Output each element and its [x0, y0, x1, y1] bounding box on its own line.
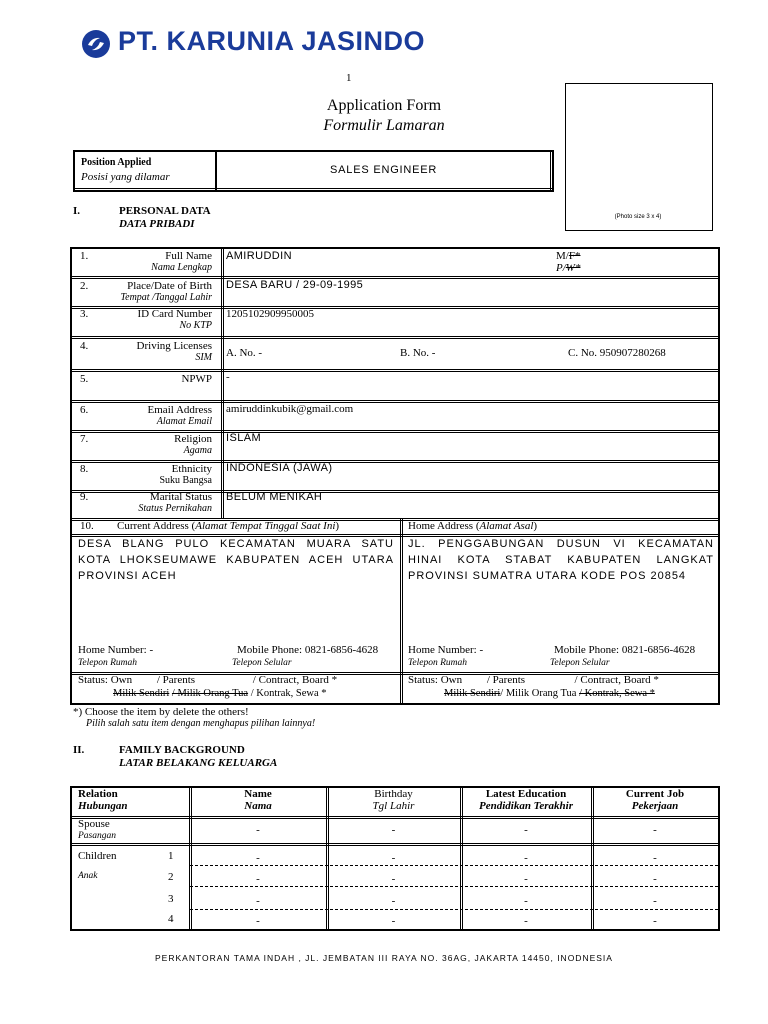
- current-mobile[interactable]: Mobile Phone: 0821-6856-4628: [237, 644, 379, 656]
- npwp-value[interactable]: -: [226, 371, 230, 383]
- position-label: Position Applied: [81, 157, 152, 168]
- spouse-education[interactable]: -: [524, 824, 528, 836]
- section1-title-id: DATA PRIBADI: [119, 218, 195, 230]
- child-4-education[interactable]: -: [524, 915, 528, 927]
- email-value[interactable]: amiruddinkubik@gmail.com: [226, 403, 354, 415]
- license-a[interactable]: A. No. -: [226, 347, 263, 359]
- child-1-job[interactable]: -: [653, 852, 657, 864]
- gender-id: P/W*: [556, 262, 581, 274]
- child-2-education[interactable]: -: [524, 873, 528, 885]
- form-title: Application Form: [326, 97, 442, 114]
- form-title-id: Formulir Lamaran: [323, 117, 445, 134]
- position-box-right: [550, 150, 554, 192]
- spouse-label-id: Pasangan: [78, 831, 116, 841]
- position-divider: [215, 150, 217, 192]
- row6-number: 6.: [80, 404, 89, 416]
- child-1-name[interactable]: -: [256, 852, 260, 864]
- home-home-number[interactable]: Home Number: -: [408, 644, 484, 656]
- child-4-birthday[interactable]: -: [391, 915, 396, 927]
- home-address-value[interactable]: JL. PENGGABUNGAN DUSUN VI KECAMATAN HINAI KOTA STABAT KABUPATEN LANGKAT PROVINSI SUMATRA UTARA KODE POS 20854: [408, 538, 714, 582]
- col-relation: Relation Hubungan: [78, 788, 128, 812]
- row10-number: 10.: [80, 520, 94, 532]
- current-status-id: Milik Sendiri / Milik Orang Tua / Kontrak, Sewa *: [113, 688, 327, 699]
- row9-number: 9.: [80, 491, 89, 503]
- page-number: 1: [346, 72, 352, 84]
- col-birthday: Birthday Tgl Lahir: [372, 788, 415, 812]
- current-address-label: Current Address (Alamat Tempat Tinggal Saat Ini): [117, 520, 340, 532]
- note-line1: *) Choose the item by delete the others!: [73, 706, 249, 718]
- current-address-value[interactable]: DESA BLANG PULO KECAMATAN MUARA SATU KOTA LHOKSEUMAWE KABUPATEN ACEH UTARA PROVINSI ACEH: [78, 538, 394, 582]
- id-card-label: ID Card Number: [137, 308, 212, 320]
- child-4-job[interactable]: -: [653, 915, 657, 927]
- child-3-education[interactable]: -: [524, 895, 528, 907]
- section2-number: II.: [73, 744, 85, 756]
- full-name-label: Full Name: [165, 250, 212, 262]
- company-name: PT. KARUNIA JASINDO: [118, 26, 426, 56]
- home-mobile-id: Telepon Selular: [550, 658, 610, 668]
- child-4-number: 4: [168, 913, 174, 925]
- spouse-label: Spouse: [78, 818, 110, 830]
- child-2-birthday[interactable]: -: [391, 873, 396, 885]
- children-label: Children: [78, 850, 117, 862]
- child-3-number: 3: [168, 893, 174, 905]
- ethnicity-label-id: Suku Bangsa: [159, 475, 212, 486]
- note-line2: Pilih salah satu item dengan menghapus pilihan lainnya!: [86, 718, 316, 729]
- current-home-number-id: Telepon Rumah: [78, 658, 138, 668]
- child-1-education[interactable]: -: [524, 852, 528, 864]
- children-label-id: Anak: [78, 871, 98, 881]
- religion-label-id: Agama: [183, 445, 212, 456]
- row7-number: 7.: [80, 433, 89, 445]
- ethnicity-label: Ethnicity: [171, 463, 212, 475]
- section2-title: FAMILY BACKGROUND: [119, 744, 245, 756]
- row8-number: 8.: [80, 463, 89, 475]
- section1-number: I.: [73, 205, 81, 217]
- license-b[interactable]: B. No. -: [400, 347, 436, 359]
- section1-title: PERSONAL DATA: [119, 205, 211, 217]
- footer-address: PERKANTORAN TAMA INDAH , JL. JEMBATAN III RAYA NO. 36AG, JAKARTA 14450, INODNESIA: [155, 953, 613, 963]
- row5-number: 5.: [80, 373, 89, 385]
- row2-number: 2.: [80, 280, 89, 292]
- child-4-name[interactable]: -: [256, 915, 260, 927]
- id-card-label-id: No KTP: [179, 320, 212, 331]
- home-status[interactable]: Status: Own / Parents / Contract, Board *: [408, 674, 659, 686]
- position-box-bottom: [73, 188, 554, 192]
- current-status[interactable]: Status: Own / Parents / Contract, Board *: [78, 674, 338, 686]
- birth-label: Place/Date of Birth: [127, 280, 212, 292]
- marital-label: Marital Status: [149, 491, 212, 503]
- photo-caption: (Photo size 3 x 4): [614, 214, 662, 220]
- col-job: Current Job Pekerjaan: [625, 788, 685, 812]
- home-address-label: Home Address (Alamat Asal): [408, 520, 538, 532]
- company-logo-icon: [82, 30, 110, 58]
- marital-label-id: Status Pernikahan: [138, 503, 212, 514]
- birth-value[interactable]: DESA BARU / 29-09-1995: [226, 279, 364, 291]
- full-name-label-id: Nama Lengkap: [151, 262, 212, 273]
- religion-value[interactable]: ISLAM: [226, 432, 262, 444]
- id-card-value[interactable]: 1205102909950005: [226, 308, 314, 320]
- spouse-birthday[interactable]: -: [391, 824, 396, 836]
- child-1-birthday[interactable]: -: [391, 852, 396, 864]
- section2-title-id: LATAR BELAKANG KELUARGA: [119, 757, 278, 769]
- full-name-value[interactable]: AMIRUDDIN: [226, 250, 292, 262]
- child-2-job[interactable]: -: [653, 873, 657, 885]
- child-3-name[interactable]: -: [256, 895, 260, 907]
- row3-number: 3.: [80, 308, 89, 320]
- child-3-birthday[interactable]: -: [391, 895, 396, 907]
- gender-en[interactable]: M/F*: [556, 250, 581, 262]
- current-mobile-id: Telepon Selular: [232, 658, 292, 668]
- spouse-name[interactable]: -: [256, 824, 260, 836]
- current-home-number[interactable]: Home Number: -: [78, 644, 154, 656]
- ethnicity-value[interactable]: INDONESIA (JAWA): [226, 462, 333, 474]
- marital-value[interactable]: BELUM MENIKAH: [226, 491, 323, 503]
- home-home-number-id: Telepon Rumah: [408, 658, 468, 668]
- email-label-id: Alamat Email: [156, 416, 212, 427]
- child-2-number: 2: [168, 871, 174, 883]
- child-1-number: 1: [168, 850, 174, 862]
- npwp-label: NPWP: [181, 373, 212, 385]
- religion-label: Religion: [174, 433, 212, 445]
- position-value[interactable]: SALES ENGINEER: [330, 164, 438, 176]
- col-education: Latest Education Pendidikan Terakhir: [478, 788, 574, 812]
- row1-number: 1.: [80, 250, 89, 262]
- birth-label-id: Tempat /Tanggal Lahir: [120, 292, 212, 303]
- license-c[interactable]: C. No. 950907280268: [568, 347, 666, 359]
- home-status-id: Milik Sendiri/ Milik Orang Tua / Kontrak, Sewa *: [444, 688, 655, 699]
- col-name: Name Nama: [244, 788, 272, 812]
- row4-number: 4.: [80, 340, 89, 352]
- license-label-id: SIM: [195, 352, 212, 363]
- home-mobile[interactable]: Mobile Phone: 0821-6856-4628: [554, 644, 696, 656]
- photo-box[interactable]: [565, 83, 713, 231]
- spouse-job[interactable]: -: [653, 824, 657, 836]
- child-2-name[interactable]: -: [256, 873, 260, 885]
- position-label-id: Posisi yang dilamar: [81, 171, 170, 183]
- license-label: Driving Licenses: [136, 340, 212, 352]
- child-3-job[interactable]: -: [653, 895, 657, 907]
- email-label: Email Address: [147, 404, 212, 416]
